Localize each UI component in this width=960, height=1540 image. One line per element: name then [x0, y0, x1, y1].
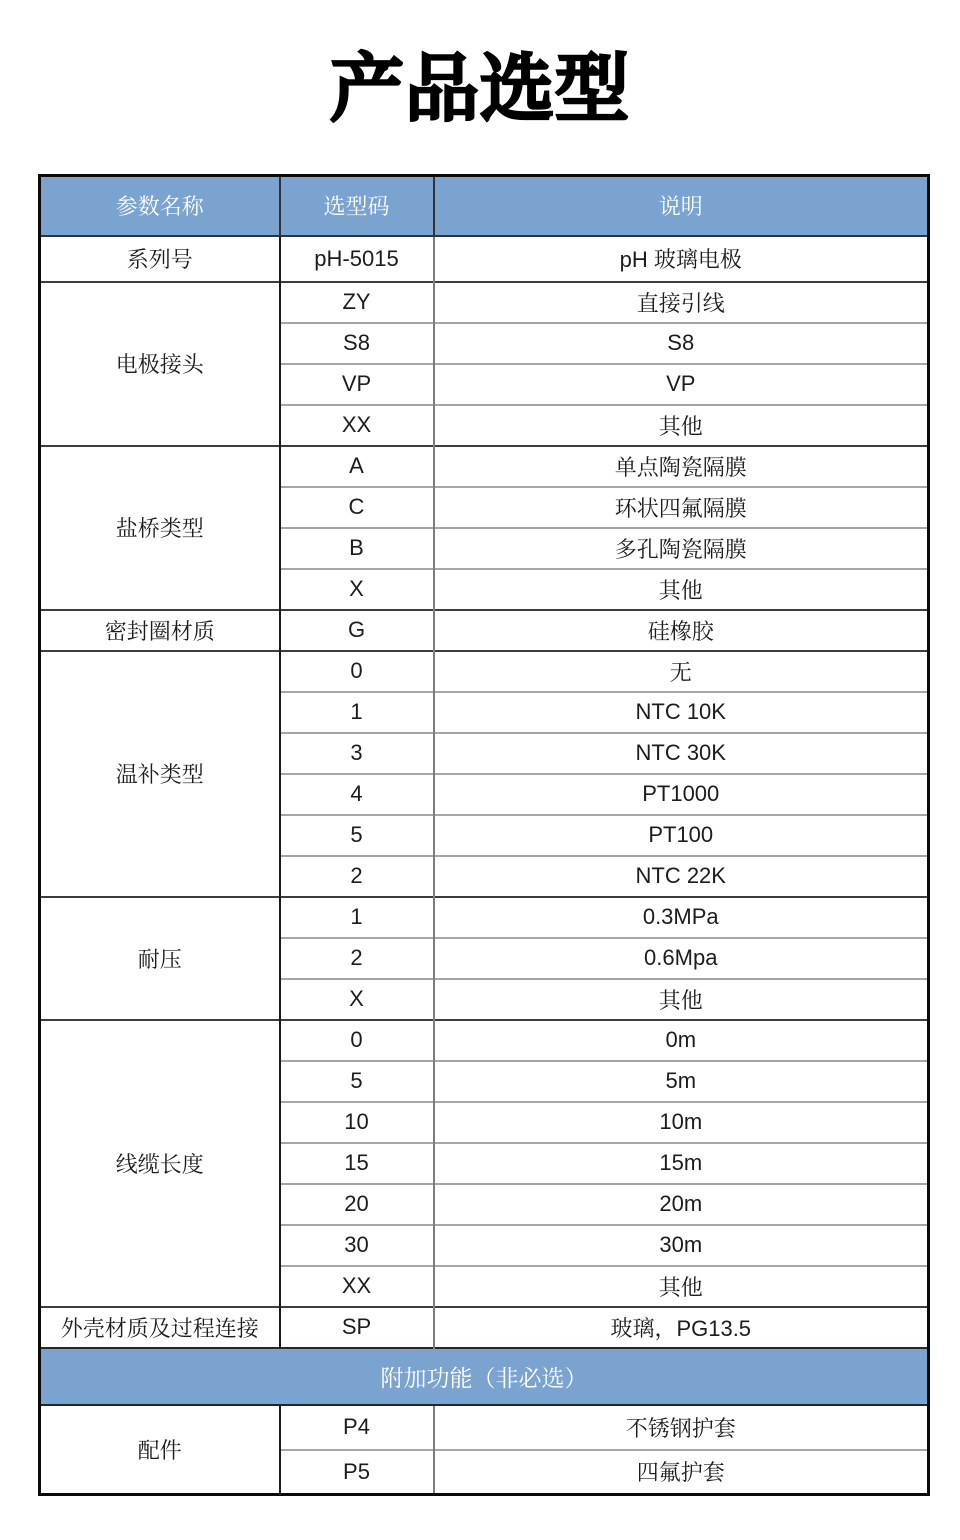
column-header-desc: 说明 — [434, 176, 929, 236]
code-cell: XX — [280, 405, 434, 446]
code-cell: 3 — [280, 733, 434, 774]
code-cell: X — [280, 569, 434, 610]
param-cell-accessories: 配件 — [40, 1405, 280, 1495]
table-row — [40, 236, 929, 282]
param-cell-housing: 外壳材质及过程连接 — [40, 1307, 280, 1348]
code-cell: 2 — [280, 856, 434, 897]
param-cell-connector: 电极接头 — [40, 282, 280, 446]
desc-cell: 其他 — [434, 405, 929, 446]
desc-cell: 无 — [434, 651, 929, 692]
desc-cell: 硅橡胶 — [434, 610, 929, 651]
column-header-code: 选型码 — [280, 176, 434, 236]
code-cell: P4 — [280, 1405, 434, 1450]
param-cell-cable-length: 线缆长度 — [40, 1020, 280, 1307]
optional-features-banner — [40, 1348, 929, 1405]
code-cell: 1 — [280, 692, 434, 733]
code-cell: 20 — [280, 1184, 434, 1225]
table-row — [40, 1405, 929, 1450]
desc-cell: 多孔陶瓷隔膜 — [434, 528, 929, 569]
table-row — [40, 651, 929, 692]
code-cell: B — [280, 528, 434, 569]
desc-cell: 不锈钢护套 — [434, 1405, 929, 1450]
code-cell: 0 — [280, 651, 434, 692]
param-cell-pressure: 耐压 — [40, 897, 280, 1020]
table-row — [40, 1307, 929, 1348]
code-cell: 2 — [280, 938, 434, 979]
desc-cell: 10m — [434, 1102, 929, 1143]
table-row — [40, 282, 929, 323]
table-row — [40, 446, 929, 487]
code-cell: 30 — [280, 1225, 434, 1266]
code-cell: ZY — [280, 282, 434, 323]
code-cell: G — [280, 610, 434, 651]
desc-cell: 玻璃，PG13.5 — [434, 1307, 929, 1348]
code-cell: A — [280, 446, 434, 487]
table-row — [40, 897, 929, 938]
table-row — [40, 610, 929, 651]
code-cell: 10 — [280, 1102, 434, 1143]
desc-cell: 四氟护套 — [434, 1450, 929, 1495]
desc-cell: NTC 22K — [434, 856, 929, 897]
param-cell-temp-comp: 温补类型 — [40, 651, 280, 897]
desc-cell: 20m — [434, 1184, 929, 1225]
desc-cell: 0.6Mpa — [434, 938, 929, 979]
page-title: 产品选型 — [330, 47, 630, 130]
param-cell-series: 系列号 — [40, 236, 280, 282]
desc-cell: 5m — [434, 1061, 929, 1102]
desc-cell: PT100 — [434, 815, 929, 856]
code-cell: P5 — [280, 1450, 434, 1495]
header-row — [40, 176, 929, 236]
code-cell: VP — [280, 364, 434, 405]
param-cell-salt-bridge: 盐桥类型 — [40, 446, 280, 610]
desc-cell: 直接引线 — [434, 282, 929, 323]
code-cell: XX — [280, 1266, 434, 1307]
desc-cell: 其他 — [434, 979, 929, 1020]
code-cell: pH-5015 — [280, 236, 434, 282]
code-cell: 4 — [280, 774, 434, 815]
selection-table-container — [38, 174, 930, 1496]
code-cell: 15 — [280, 1143, 434, 1184]
code-cell: 5 — [280, 815, 434, 856]
desc-cell: PT1000 — [434, 774, 929, 815]
param-cell-seal: 密封圈材质 — [40, 610, 280, 651]
desc-cell: VP — [434, 364, 929, 405]
desc-cell: 环状四氟隔膜 — [434, 487, 929, 528]
table-row — [40, 1020, 929, 1061]
desc-cell: NTC 30K — [434, 733, 929, 774]
code-cell: S8 — [280, 323, 434, 364]
code-cell: SP — [280, 1307, 434, 1348]
desc-cell: 其他 — [434, 1266, 929, 1307]
column-header-param: 参数名称 — [40, 176, 280, 236]
code-cell: 0 — [280, 1020, 434, 1061]
desc-cell: NTC 10K — [434, 692, 929, 733]
desc-cell: S8 — [434, 323, 929, 364]
desc-cell: 15m — [434, 1143, 929, 1184]
code-cell: X — [280, 979, 434, 1020]
desc-cell: 30m — [434, 1225, 929, 1266]
desc-cell: 0.3MPa — [434, 897, 929, 938]
desc-cell: 单点陶瓷隔膜 — [434, 446, 929, 487]
desc-cell: pH 玻璃电极 — [434, 236, 929, 282]
desc-cell: 0m — [434, 1020, 929, 1061]
code-cell: 5 — [280, 1061, 434, 1102]
desc-cell: 其他 — [434, 569, 929, 610]
selection-table — [38, 174, 930, 1496]
code-cell: 1 — [280, 897, 434, 938]
optional-features-banner-label: 附加功能（非必选） — [40, 1348, 929, 1405]
code-cell: C — [280, 487, 434, 528]
